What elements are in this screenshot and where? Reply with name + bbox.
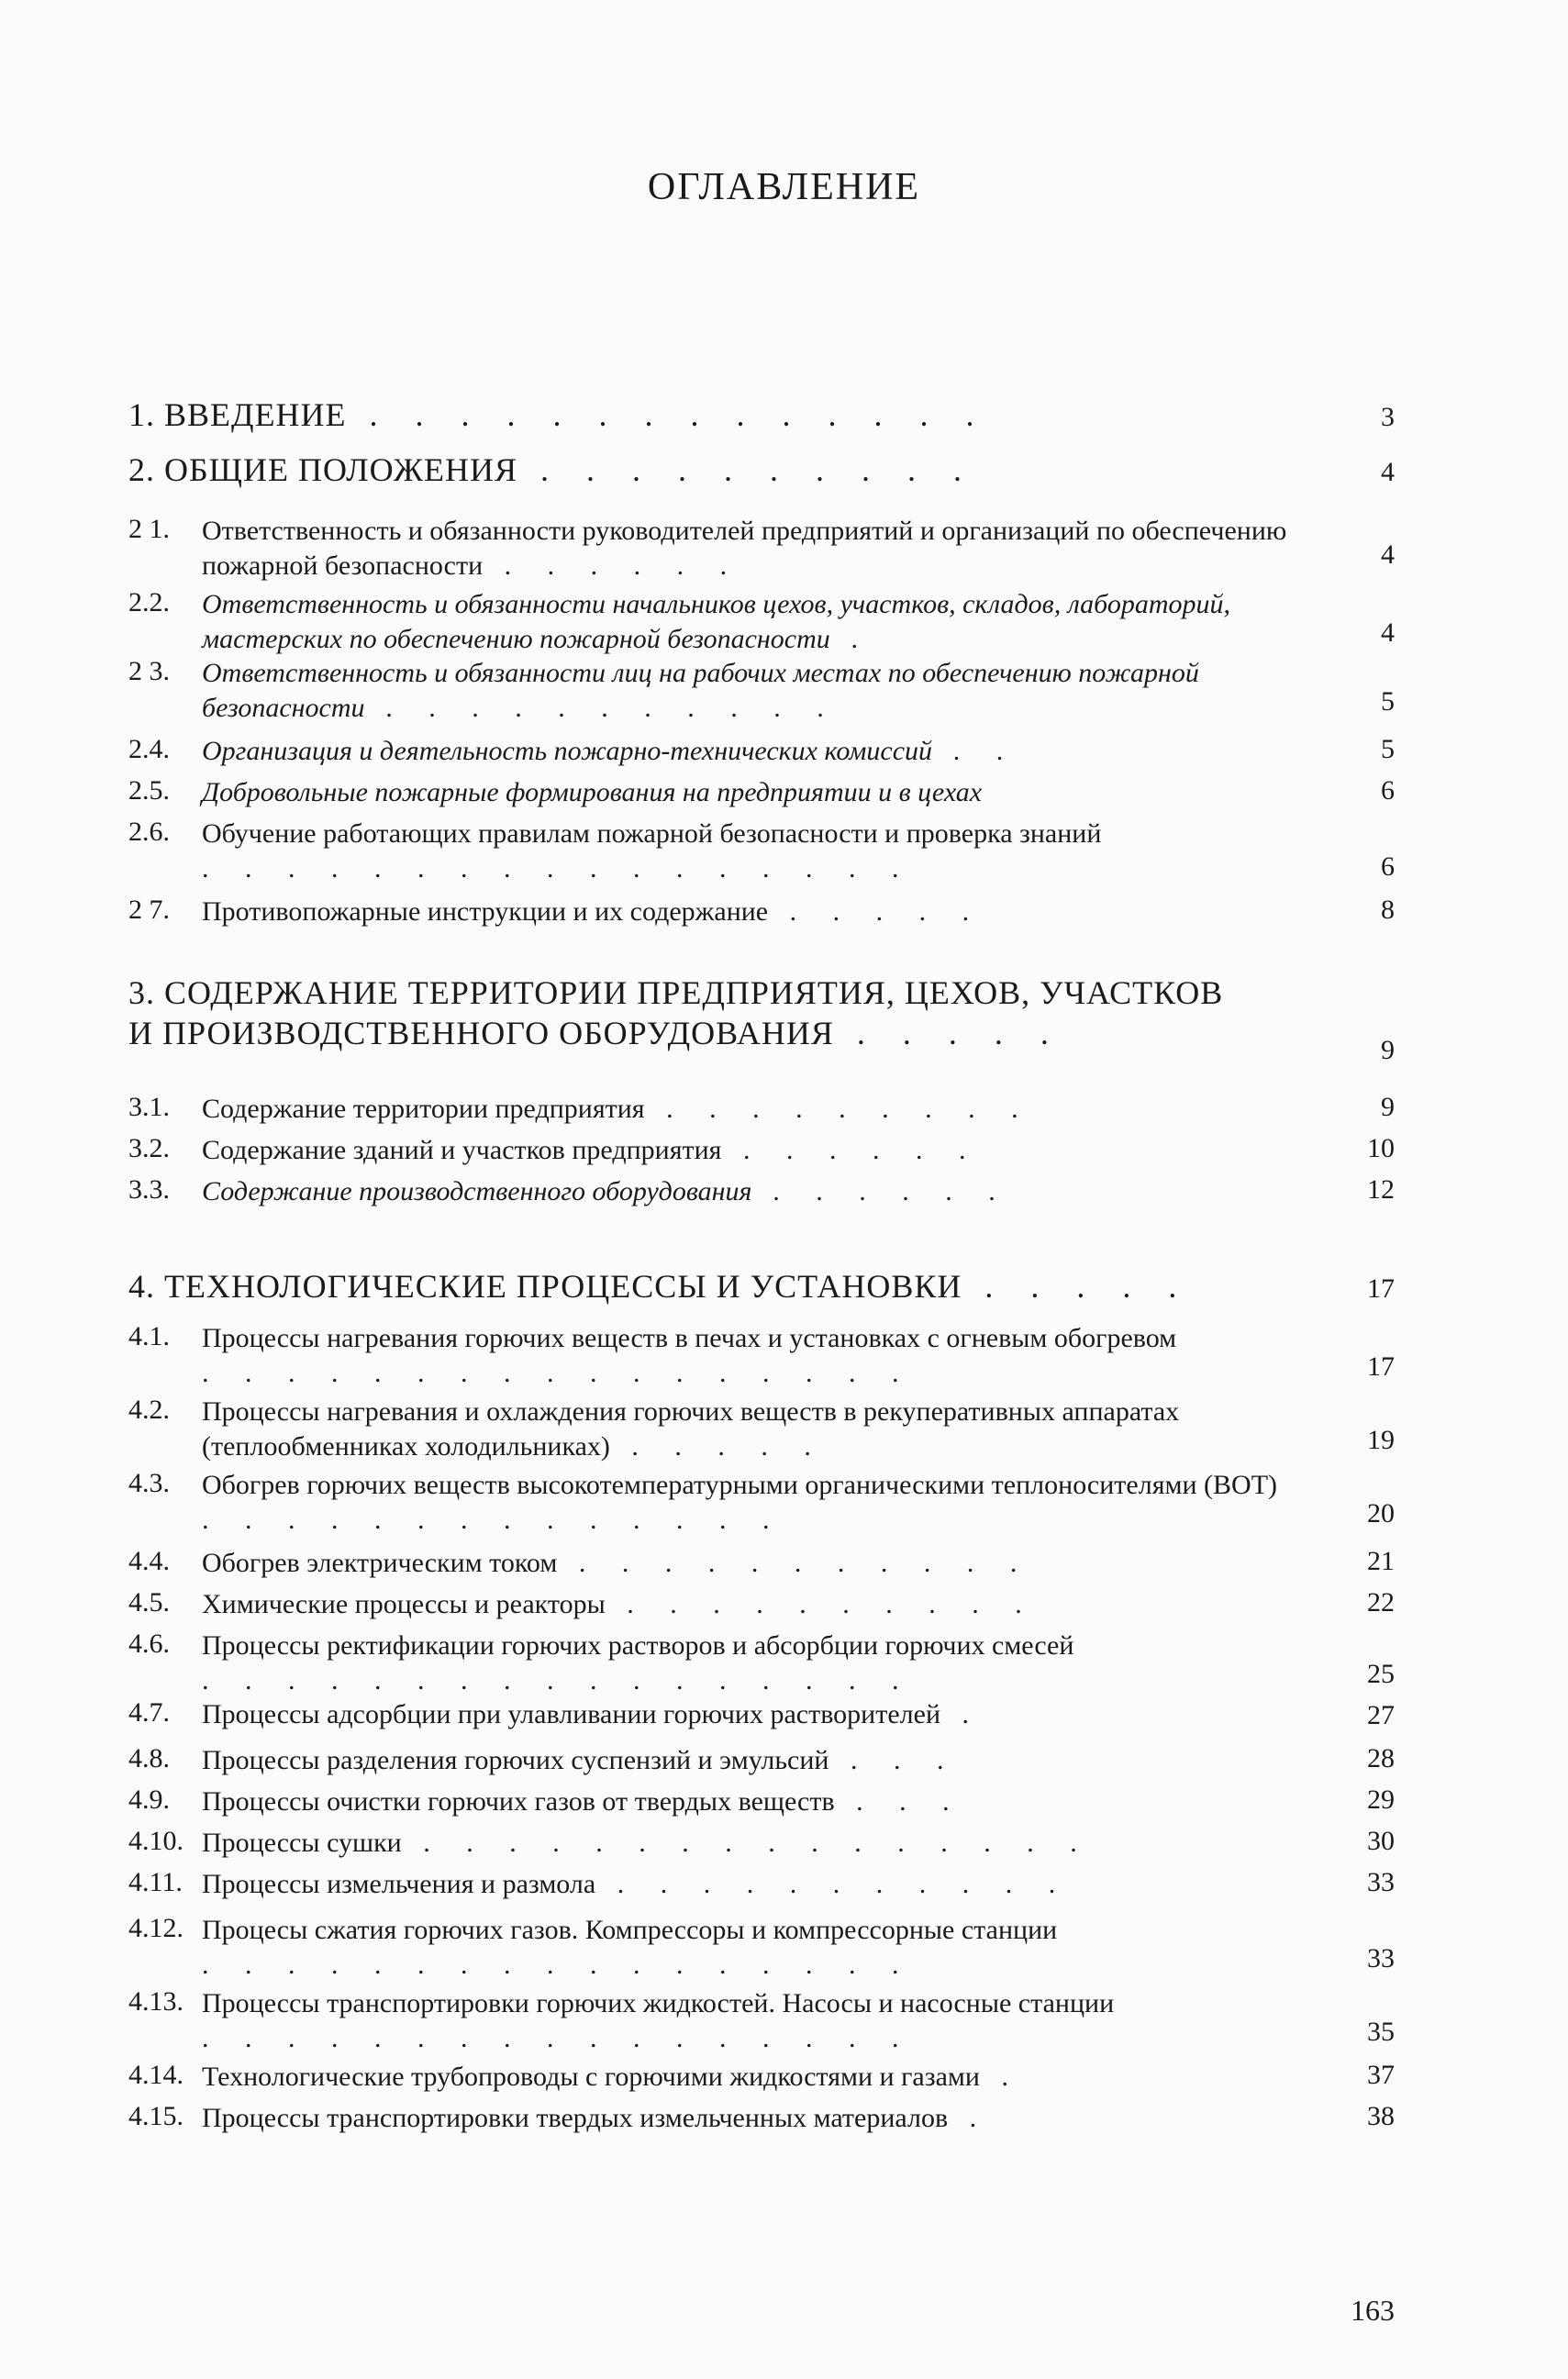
toc-section: [128, 1266, 1395, 1312]
entry-title-text: Процессы адсорбции при улавливании горючих растворителей: [202, 1699, 941, 1729]
entry-number: 3.2.: [128, 1133, 170, 1163]
entry-title: [202, 775, 1303, 810]
entry-title-text: Содержание зданий и участков предприятия: [202, 1135, 722, 1165]
leader-dots: .: [829, 624, 873, 654]
leader-dots: . . . . . . . . . .: [605, 1589, 1037, 1619]
page-title: ОГЛАВЛЕНИЕ: [647, 166, 921, 208]
toc-entry: [128, 587, 1395, 656]
entry-title-text: Организация и деятельность пожарно-технических комиссий: [202, 736, 933, 766]
entry-title-text: Процессы измельчения и размола: [202, 1869, 596, 1899]
entry-number: 4.9.: [128, 1784, 170, 1815]
entry-title: [202, 734, 1303, 769]
entry-title-text: Химические процессы и реакторы: [202, 1589, 606, 1619]
toc-entry: [128, 1826, 1395, 1862]
entry-title: [202, 514, 1303, 584]
entry-title-text: Процессы сушки: [202, 1828, 402, 1858]
entry-number: 4.4.: [128, 1546, 170, 1576]
entry-number: 4.7.: [128, 1697, 170, 1728]
leader-dots: . .: [932, 736, 1019, 766]
entry-number: 4.1.: [128, 1321, 170, 1351]
leader-dots: . . . . . . . . . . .: [595, 1869, 1071, 1899]
leader-dots: . . .: [828, 1745, 959, 1775]
entry-page-number: 9: [1381, 1035, 1395, 1065]
entry-title: [202, 587, 1303, 657]
toc-entry: [128, 2101, 1395, 2138]
entry-title: [128, 973, 1229, 1053]
entry-number: 2 3.: [128, 656, 170, 686]
entry-number: 4.8.: [128, 1743, 170, 1773]
entry-title: [202, 1174, 1303, 1209]
entry-page-number: 3: [1381, 402, 1395, 432]
entry-title: [202, 1629, 1303, 1698]
entry-title-text: Процессы очистки горючих газов от твердых веществ: [202, 1786, 835, 1817]
entry-page-number: 5: [1381, 734, 1395, 764]
entry-title: [202, 1867, 1303, 1902]
entry-number: 4.13.: [128, 1986, 183, 2017]
entry-title-text: Обогрев горючих веществ высокотемпературными органическими теплоносителями (ВОТ): [202, 1470, 1278, 1500]
entry-title-text: Процессы нагревания горючих веществ в печах и установках с огневым обогревом: [202, 1323, 1177, 1353]
leader-dots: . . . . . . . . .: [644, 1094, 1033, 1124]
leader-dots: . . . . . . . . . . . . . . . .: [401, 1828, 1092, 1858]
leader-dots: . . . . . . . . . . . . . . . . .: [202, 1358, 914, 1388]
entry-number: 3.1.: [128, 1092, 170, 1122]
leader-dots: . . . . .: [609, 1431, 826, 1462]
entry-title-text: Процесы сжатия горючих газов. Компрессоры и компрессорные станции: [202, 1915, 1058, 1945]
toc-entry: [128, 1986, 1395, 2055]
entry-page-number: 38: [1367, 2101, 1395, 2131]
entry-page-number: 5: [1381, 686, 1395, 717]
entry-title: [202, 1133, 1303, 1168]
leader-dots: . . . . . .: [483, 550, 742, 581]
entry-number: 2 1.: [128, 514, 170, 544]
toc-entry: [128, 514, 1395, 581]
entry-page-number: 35: [1367, 2017, 1395, 2047]
entry-title-text: Ответственность и обязанности лиц на рабочих местах по обеспечению пожарной безопасности: [202, 658, 1199, 723]
leader-dots: . . .: [834, 1786, 964, 1817]
leader-dots: . . . . .: [962, 1268, 1192, 1305]
entry-page-number: 6: [1381, 775, 1395, 806]
entry-title: [202, 1546, 1303, 1581]
entry-title: [202, 2060, 1303, 2095]
toc-entry: [128, 1867, 1395, 1904]
entry-number: 4.6.: [128, 1629, 170, 1659]
entry-page-number: 28: [1367, 1743, 1395, 1773]
leader-dots: .: [940, 1699, 984, 1729]
entry-title-text: Обучение работающих правилам пожарной безопасности и проверка знаний: [202, 818, 1102, 849]
entry-number: 4.5.: [128, 1587, 170, 1617]
entry-title-text: Процессы ректификации горючих растворов и абсорбции горючих смесей: [202, 1630, 1074, 1661]
entry-title: [128, 450, 1229, 490]
entry-title: [202, 1784, 1303, 1819]
entry-title: [202, 2101, 1303, 2136]
entry-page-number: 33: [1367, 1943, 1395, 1973]
entry-title: [202, 1321, 1303, 1391]
toc-entry: [128, 1743, 1395, 1780]
entry-title: [202, 1913, 1303, 1983]
entry-title: [202, 1395, 1303, 1464]
entry-page-number: 9: [1381, 1092, 1395, 1122]
entry-title-text: 1. ВВЕДЕНИЕ: [128, 396, 347, 433]
toc-entry: [128, 1395, 1395, 1463]
toc-entry: [128, 656, 1395, 725]
entry-page-number: 37: [1367, 2060, 1395, 2090]
toc-entry: [128, 1546, 1395, 1583]
entry-number: 2.5.: [128, 775, 170, 806]
entry-title-text: Процессы транспортировки горючих жидкостей. Насосы и насосные станции: [202, 1988, 1115, 2018]
entry-page-number: 29: [1367, 1784, 1395, 1815]
entry-page-number: 27: [1367, 1700, 1395, 1730]
entry-number: 4.14.: [128, 2060, 183, 2090]
toc-entry: [128, 1092, 1395, 1128]
toc-entry: [128, 1321, 1395, 1390]
entry-title-text: Процессы транспортировки твердых измельченных материалов: [202, 2103, 949, 2133]
toc-entry: [128, 817, 1395, 890]
entry-title-text: Содержание производственного оборудования: [202, 1176, 752, 1206]
entry-title-text: Противопожарные инструкции и их содержание: [202, 896, 769, 927]
entry-page-number: 30: [1367, 1826, 1395, 1856]
entry-number: 2.2.: [128, 587, 170, 617]
entry-title: [202, 817, 1303, 886]
entry-title: [202, 895, 1303, 929]
entry-title-text: Ответственность и обязанности начальников цехов, участков, складов, лабораторий, мастерских по обеспечению пожарной безопасности: [202, 589, 1231, 654]
entry-number: 4.3.: [128, 1468, 170, 1498]
leader-dots: .: [948, 2103, 992, 2133]
leader-dots: . . . . . . . . . . .: [364, 693, 840, 723]
entry-number: 2 7.: [128, 895, 170, 925]
entry-page-number: 4: [1381, 539, 1395, 570]
toc-entry: [128, 1174, 1395, 1211]
entry-page-number: 4: [1381, 457, 1395, 487]
leader-dots: . . . . . . . . . . . . . . . . .: [202, 1950, 914, 1980]
entry-page-number: 6: [1381, 851, 1395, 882]
toc-entry: [128, 1587, 1395, 1624]
toc-section: [128, 450, 1395, 495]
leader-dots: . . . . .: [833, 1015, 1063, 1051]
entry-title: [202, 1468, 1303, 1538]
leader-dots: . . . . . . . . . . .: [557, 1548, 1032, 1578]
leader-dots: . . . . . . . . . . . . . . . . .: [202, 2023, 914, 2053]
toc-entry: [128, 1468, 1395, 1537]
entry-title-text: Процессы нагревания и охлаждения горючих веществ в рекуперативных аппаратах (теплообменниках холодильниках): [202, 1396, 1180, 1462]
leader-dots: . . . . . .: [721, 1135, 981, 1165]
entry-title-text: Технологические трубопроводы с горючими жидкостями и газами: [202, 2062, 980, 2092]
entry-page-number: 20: [1367, 1498, 1395, 1529]
entry-title-text: 3. СОДЕРЖАНИЕ ТЕРРИТОРИИ ПРЕДПРИЯТИЯ, ЦЕХОВ, УЧАСТКОВ И ПРОИЗВОДСТВЕННОГО ОБОРУДОВАНИЯ: [128, 974, 1224, 1051]
entry-title-text: Ответственность и обязанности руководителей предприятий и организаций по обеспечению пожарной безопасности: [202, 516, 1287, 581]
leader-dots: . . . . . . . . . . . . . . . . .: [202, 853, 914, 884]
toc-entry: [128, 2060, 1395, 2096]
leader-dots: . . . . . . . . . .: [517, 451, 976, 488]
entry-page-number: 19: [1367, 1425, 1395, 1455]
toc-entry: [128, 775, 1395, 812]
entry-title-text: Обогрев электрическим током: [202, 1548, 558, 1578]
entry-title: [128, 395, 1229, 435]
toc-entry: [128, 734, 1395, 771]
entry-title: [128, 1266, 1229, 1306]
entry-title: [202, 1092, 1303, 1127]
entry-page-number: 17: [1367, 1351, 1395, 1382]
toc-entry: [128, 1913, 1395, 1982]
toc-section: [128, 395, 1395, 440]
toc-section: [128, 973, 1395, 1073]
toc-entry: [128, 1784, 1395, 1821]
toc-entry: [128, 1629, 1395, 1697]
entry-number: 3.3.: [128, 1174, 170, 1205]
entry-page-number: 25: [1367, 1659, 1395, 1689]
leader-dots: . . . . . . . . . . . . . .: [202, 1505, 784, 1535]
entry-title-text: 2. ОБЩИЕ ПОЛОЖЕНИЯ: [128, 451, 517, 488]
entry-page-number: 10: [1367, 1133, 1395, 1163]
entry-page-number: 17: [1367, 1273, 1395, 1304]
entry-page-number: 8: [1381, 895, 1395, 925]
entry-title-text: Содержание территории предприятия: [202, 1094, 645, 1124]
page-number: 163: [1351, 2294, 1395, 2327]
entry-title: [202, 1826, 1303, 1861]
entry-number: 4.11.: [128, 1867, 183, 1897]
entry-title-text: 4. ТЕХНОЛОГИЧЕСКИЕ ПРОЦЕССЫ И УСТАНОВКИ: [128, 1268, 962, 1305]
toc-entry: [128, 895, 1395, 931]
leader-dots: . . . . . . . . . . . . . . . . .: [202, 1665, 914, 1695]
entry-number: 4.12.: [128, 1913, 183, 1943]
entry-title: [202, 1587, 1303, 1622]
entry-number: 4.15.: [128, 2101, 183, 2131]
entry-page-number: 21: [1367, 1546, 1395, 1576]
entry-page-number: 12: [1367, 1174, 1395, 1205]
entry-number: 4.2.: [128, 1395, 170, 1425]
toc-entry: [128, 1697, 1395, 1739]
entry-title: [202, 1743, 1303, 1778]
entry-page-number: 33: [1367, 1867, 1395, 1897]
entry-title-text: Процессы разделения горючих суспензий и эмульсий: [202, 1745, 829, 1775]
entry-page-number: 22: [1367, 1587, 1395, 1617]
entry-number: 2.6.: [128, 817, 170, 847]
entry-title-text: Добровольные пожарные формирования на предприятии и в цехах: [202, 777, 983, 807]
entry-title: [202, 656, 1303, 726]
entry-title: [202, 1697, 1303, 1732]
entry-number: 4.10.: [128, 1826, 183, 1856]
leader-dots: . . . . . . . . . . . . . .: [346, 396, 989, 433]
leader-dots: . . . . .: [768, 896, 984, 927]
toc-entry: [128, 1133, 1395, 1170]
leader-dots: .: [979, 2062, 1023, 2092]
entry-title: [202, 1986, 1303, 2056]
entry-number: 2.4.: [128, 734, 170, 764]
entry-page-number: 4: [1381, 617, 1395, 648]
leader-dots: . . . . . .: [751, 1176, 1011, 1206]
